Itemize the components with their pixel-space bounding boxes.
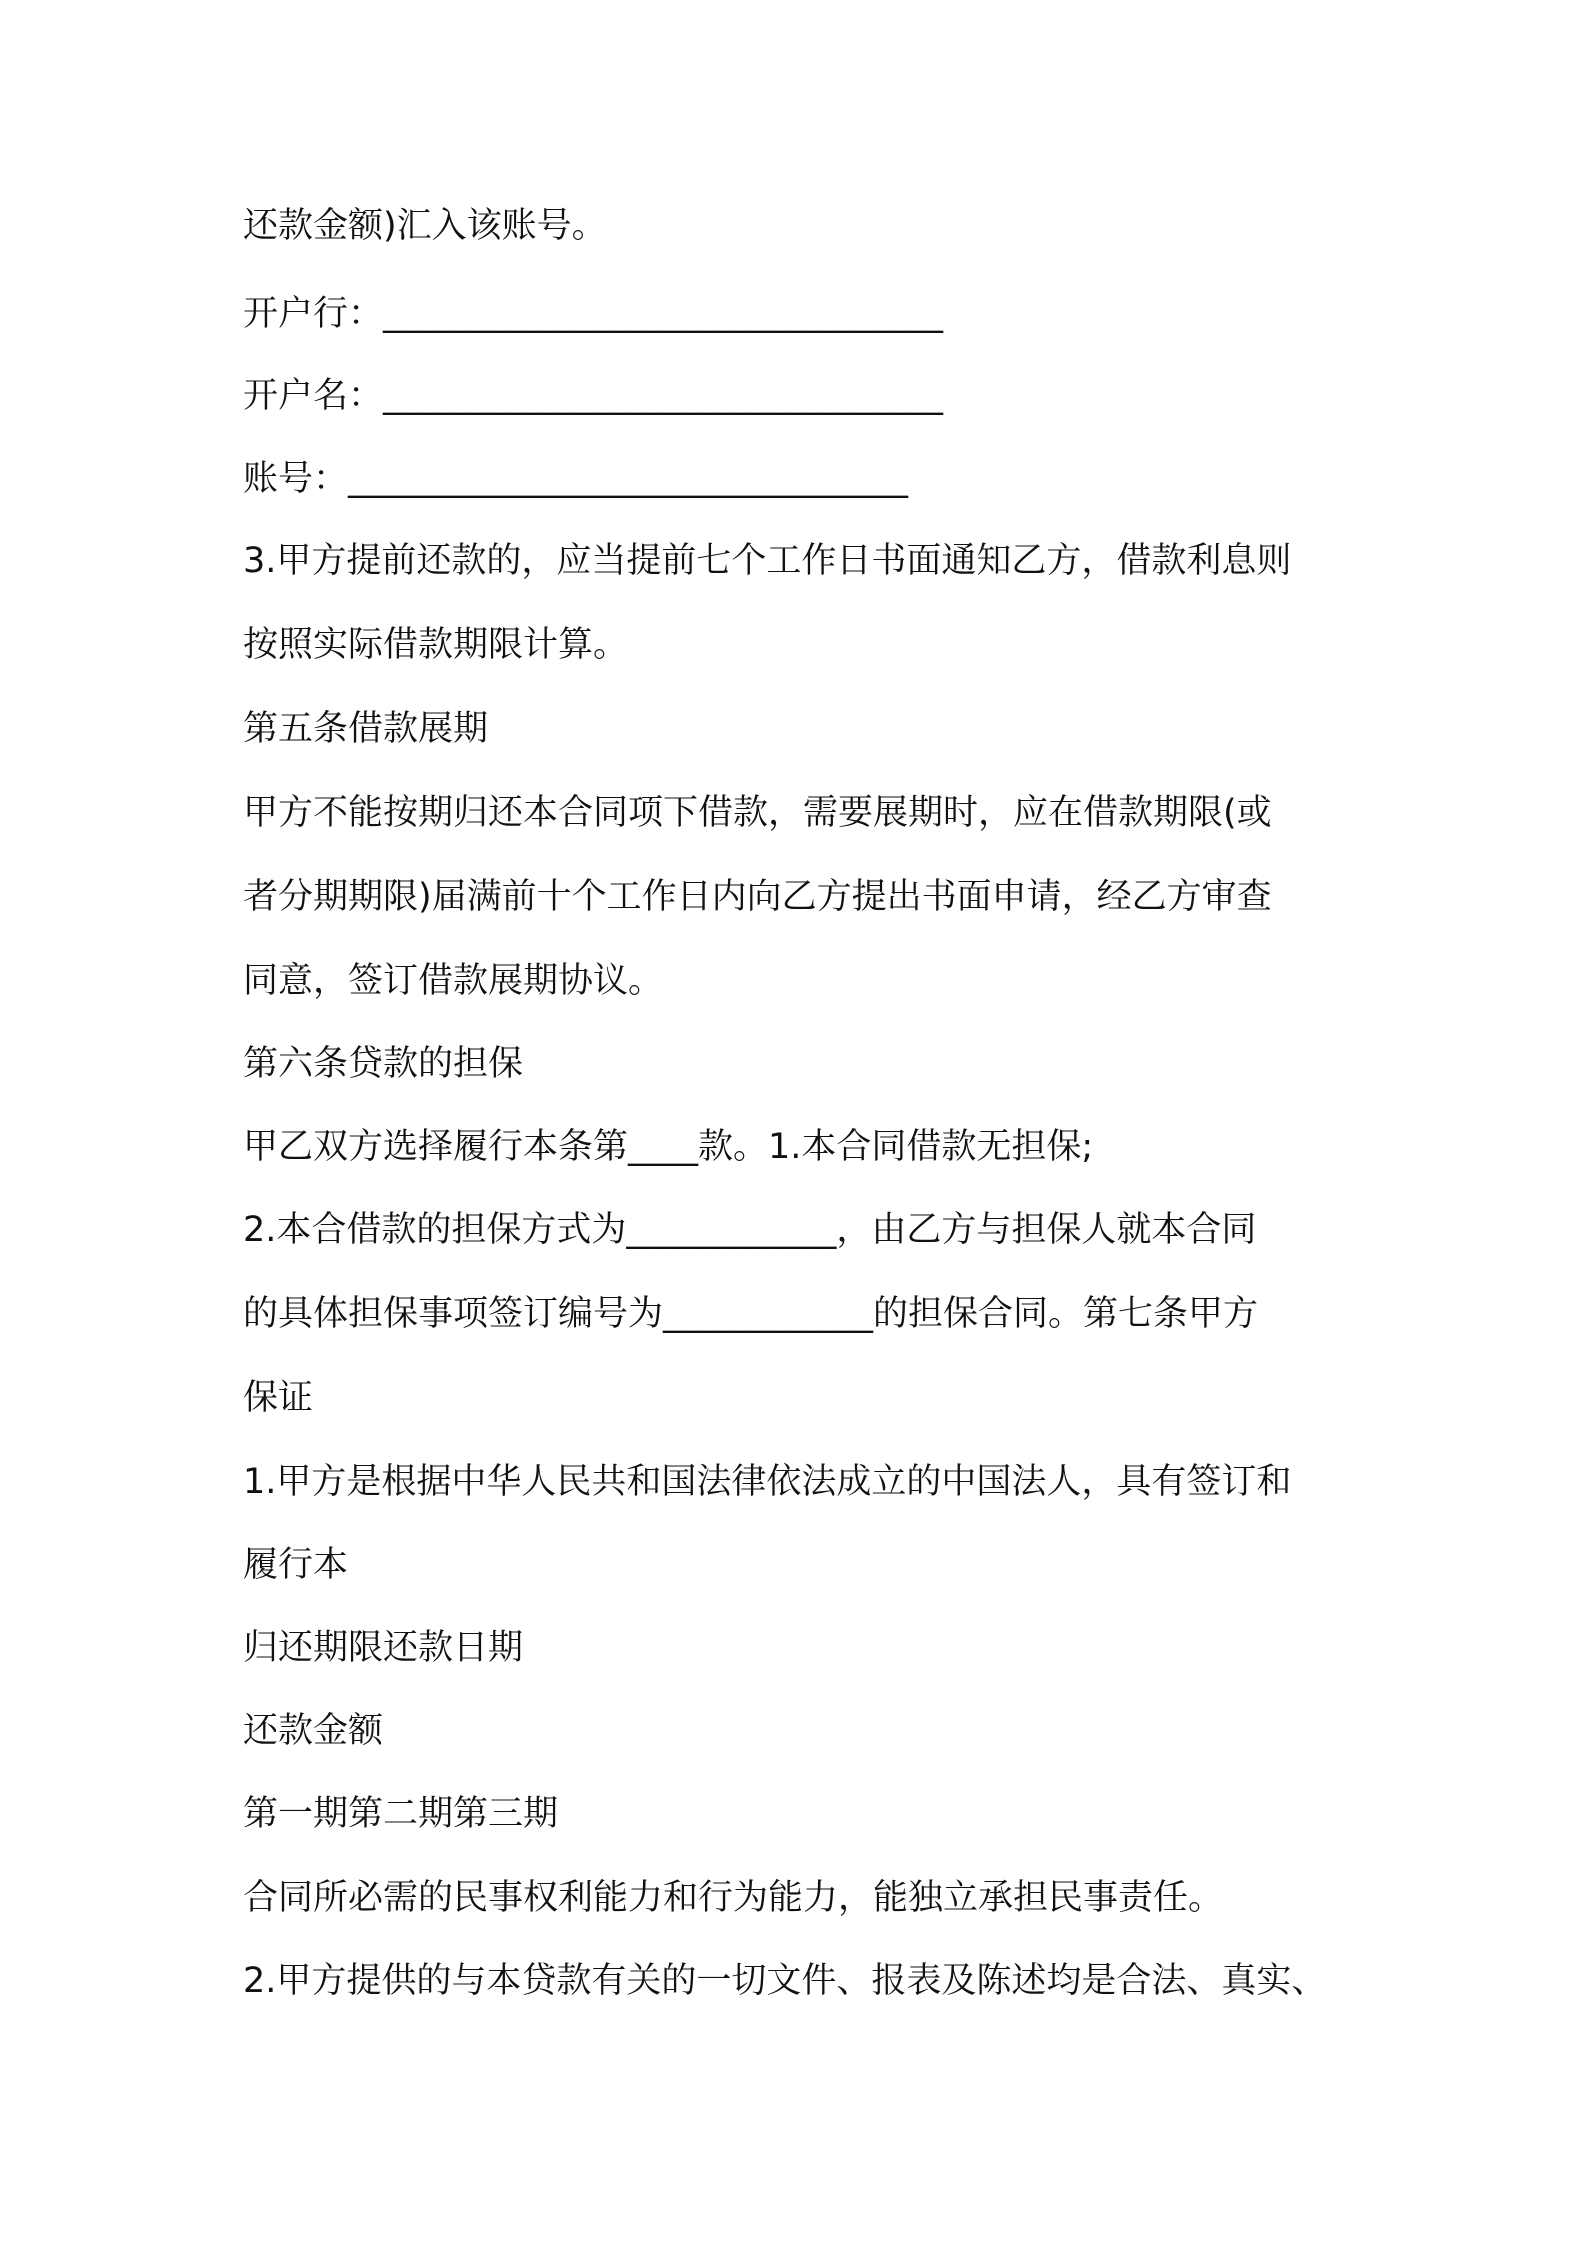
text-line: 甲方不能按期归还本合同项下借款，需要展期时，应在借款期限(或 [243,793,1272,833]
text-line: 按照实际借款期限计算。 [243,625,629,665]
section-heading: 第五条借款展期 [243,709,489,749]
text-line: 2.本合借款的担保方式为____________，由乙方与担保人就本合同 [243,1210,1257,1250]
text-line: 同意，签订借款展期协议。 [243,961,664,1001]
text-line: 的具体担保事项签订编号为____________的担保合同。第七条甲方 [243,1294,1259,1334]
text-line: 还款金额)汇入该账号。 [243,206,607,246]
text-line: 履行本 [243,1545,349,1585]
text-line-bank-field: 开户行：________________________________ [243,294,944,334]
section-heading: 第六条贷款的担保 [243,1044,524,1084]
text-line: 3.甲方提前还款的，应当提前七个工作日书面通知乙方，借款利息则 [243,541,1292,581]
text-line: 合同所必需的民事权利能力和行为能力，能独立承担民事责任。 [243,1878,1224,1918]
text-line: 保证 [243,1378,314,1418]
text-line: 2.甲方提供的与本贷款有关的一切文件、报表及陈述均是合法、真实、 [243,1961,1327,2001]
text-line: 者分期期限)届满前十个工作日内向乙方提出书面申请，经乙方审查 [243,877,1272,917]
text-line: 第一期第二期第三期 [243,1794,559,1834]
text-line: 归还期限还款日期 [243,1628,524,1668]
text-line: 甲乙双方选择履行本条第____款。1.本合同借款无担保; [243,1127,1094,1167]
text-line: 1.甲方是根据中华人民共和国法律依法成立的中国法人，具有签订和 [243,1462,1292,1502]
text-line: 还款金额 [243,1711,384,1751]
text-line-account-name-field: 开户名：________________________________ [243,376,944,416]
text-line-account-number-field: 账号：________________________________ [243,459,909,499]
